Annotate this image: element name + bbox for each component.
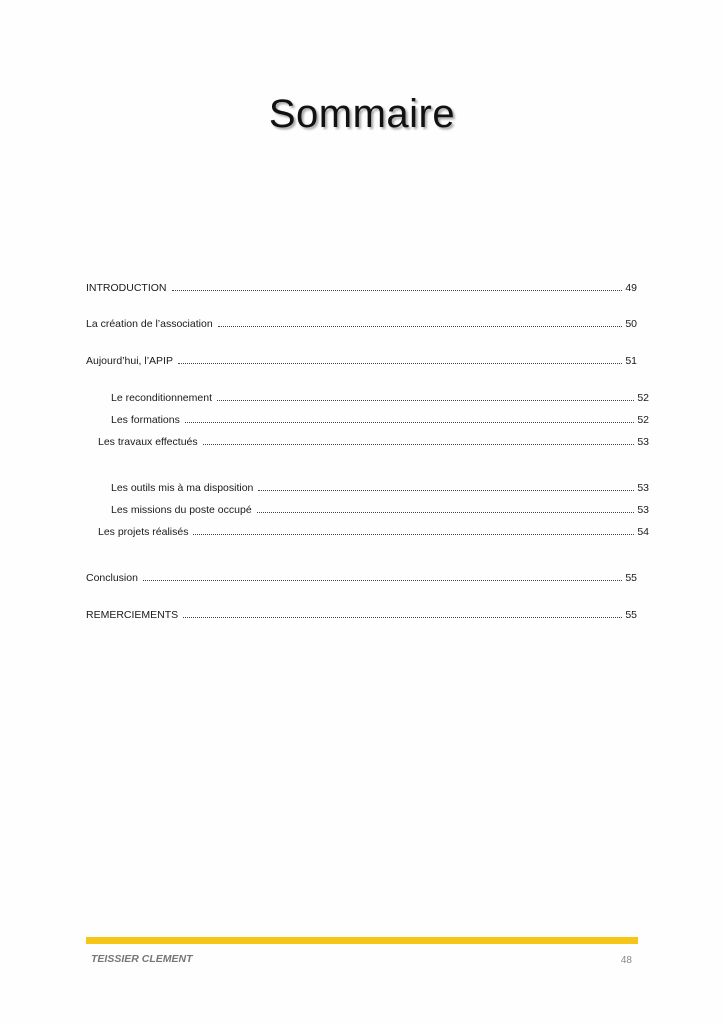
- page-title: Sommaire: [268, 92, 456, 136]
- toc-leader-dots: [203, 444, 635, 445]
- toc-entry-label: Les outils mis à ma disposition: [111, 482, 254, 494]
- toc-entry-conclusion[interactable]: [86, 571, 637, 585]
- toc-leader-dots: [217, 400, 634, 401]
- toc-entry-introduction[interactable]: [86, 281, 637, 295]
- toc-page-number: 53: [637, 436, 649, 448]
- toc-entry-projets-realises[interactable]: [98, 525, 649, 539]
- toc-page-number: 53: [637, 504, 649, 516]
- toc-entry-remerciements[interactable]: [86, 608, 637, 622]
- toc-entry-creation-association[interactable]: [86, 317, 637, 331]
- toc-page-number: 55: [625, 609, 637, 621]
- toc-entry-formations[interactable]: [111, 413, 649, 427]
- toc-leader-dots: [185, 422, 634, 423]
- toc-leader-dots: [258, 490, 634, 491]
- toc-page-number: 55: [625, 572, 637, 584]
- toc-entry-label: La création de l’association: [86, 318, 213, 330]
- toc-page-number: 52: [637, 392, 649, 404]
- toc-entry-label: Les formations: [111, 414, 180, 426]
- toc-leader-dots: [193, 534, 634, 535]
- toc-page-number: 53: [637, 482, 649, 494]
- toc-leader-dots: [257, 512, 635, 513]
- toc-page-number: 54: [637, 526, 649, 538]
- toc-leader-dots: [218, 326, 623, 327]
- toc-entry-label: Conclusion: [86, 572, 138, 584]
- toc-entry-travaux-effectues[interactable]: [98, 435, 649, 449]
- toc-page-number: 49: [625, 282, 637, 294]
- toc-entry-reconditionnement[interactable]: [111, 391, 649, 405]
- toc-page-number: 52: [637, 414, 649, 426]
- toc-leader-dots: [143, 580, 622, 581]
- toc-entry-label: Les travaux effectués: [98, 436, 198, 448]
- toc-entry-label: INTRODUCTION: [86, 282, 167, 294]
- toc-entry-missions[interactable]: [111, 503, 649, 517]
- toc-entry-label: Aujourd’hui, l’APIP: [86, 355, 173, 367]
- toc-entry-label: Le reconditionnement: [111, 392, 212, 404]
- toc-page-number: 51: [625, 355, 637, 367]
- toc-leader-dots: [183, 617, 622, 618]
- toc-entry-outils[interactable]: [111, 481, 649, 495]
- toc-leader-dots: [172, 290, 623, 291]
- toc-entry-label: Les missions du poste occupé: [111, 504, 252, 516]
- toc-page-number: 50: [625, 318, 637, 330]
- toc-entry-label: Les projets réalisés: [98, 526, 189, 538]
- toc-entry-aujourdhui-apip[interactable]: [86, 354, 637, 368]
- toc-leader-dots: [178, 363, 622, 364]
- footer-accent-bar: [86, 937, 638, 944]
- toc-entry-label: REMERCIEMENTS: [86, 609, 179, 621]
- footer-page-number: 48: [620, 955, 632, 966]
- footer-author: TEISSIER CLEMENT: [91, 953, 193, 965]
